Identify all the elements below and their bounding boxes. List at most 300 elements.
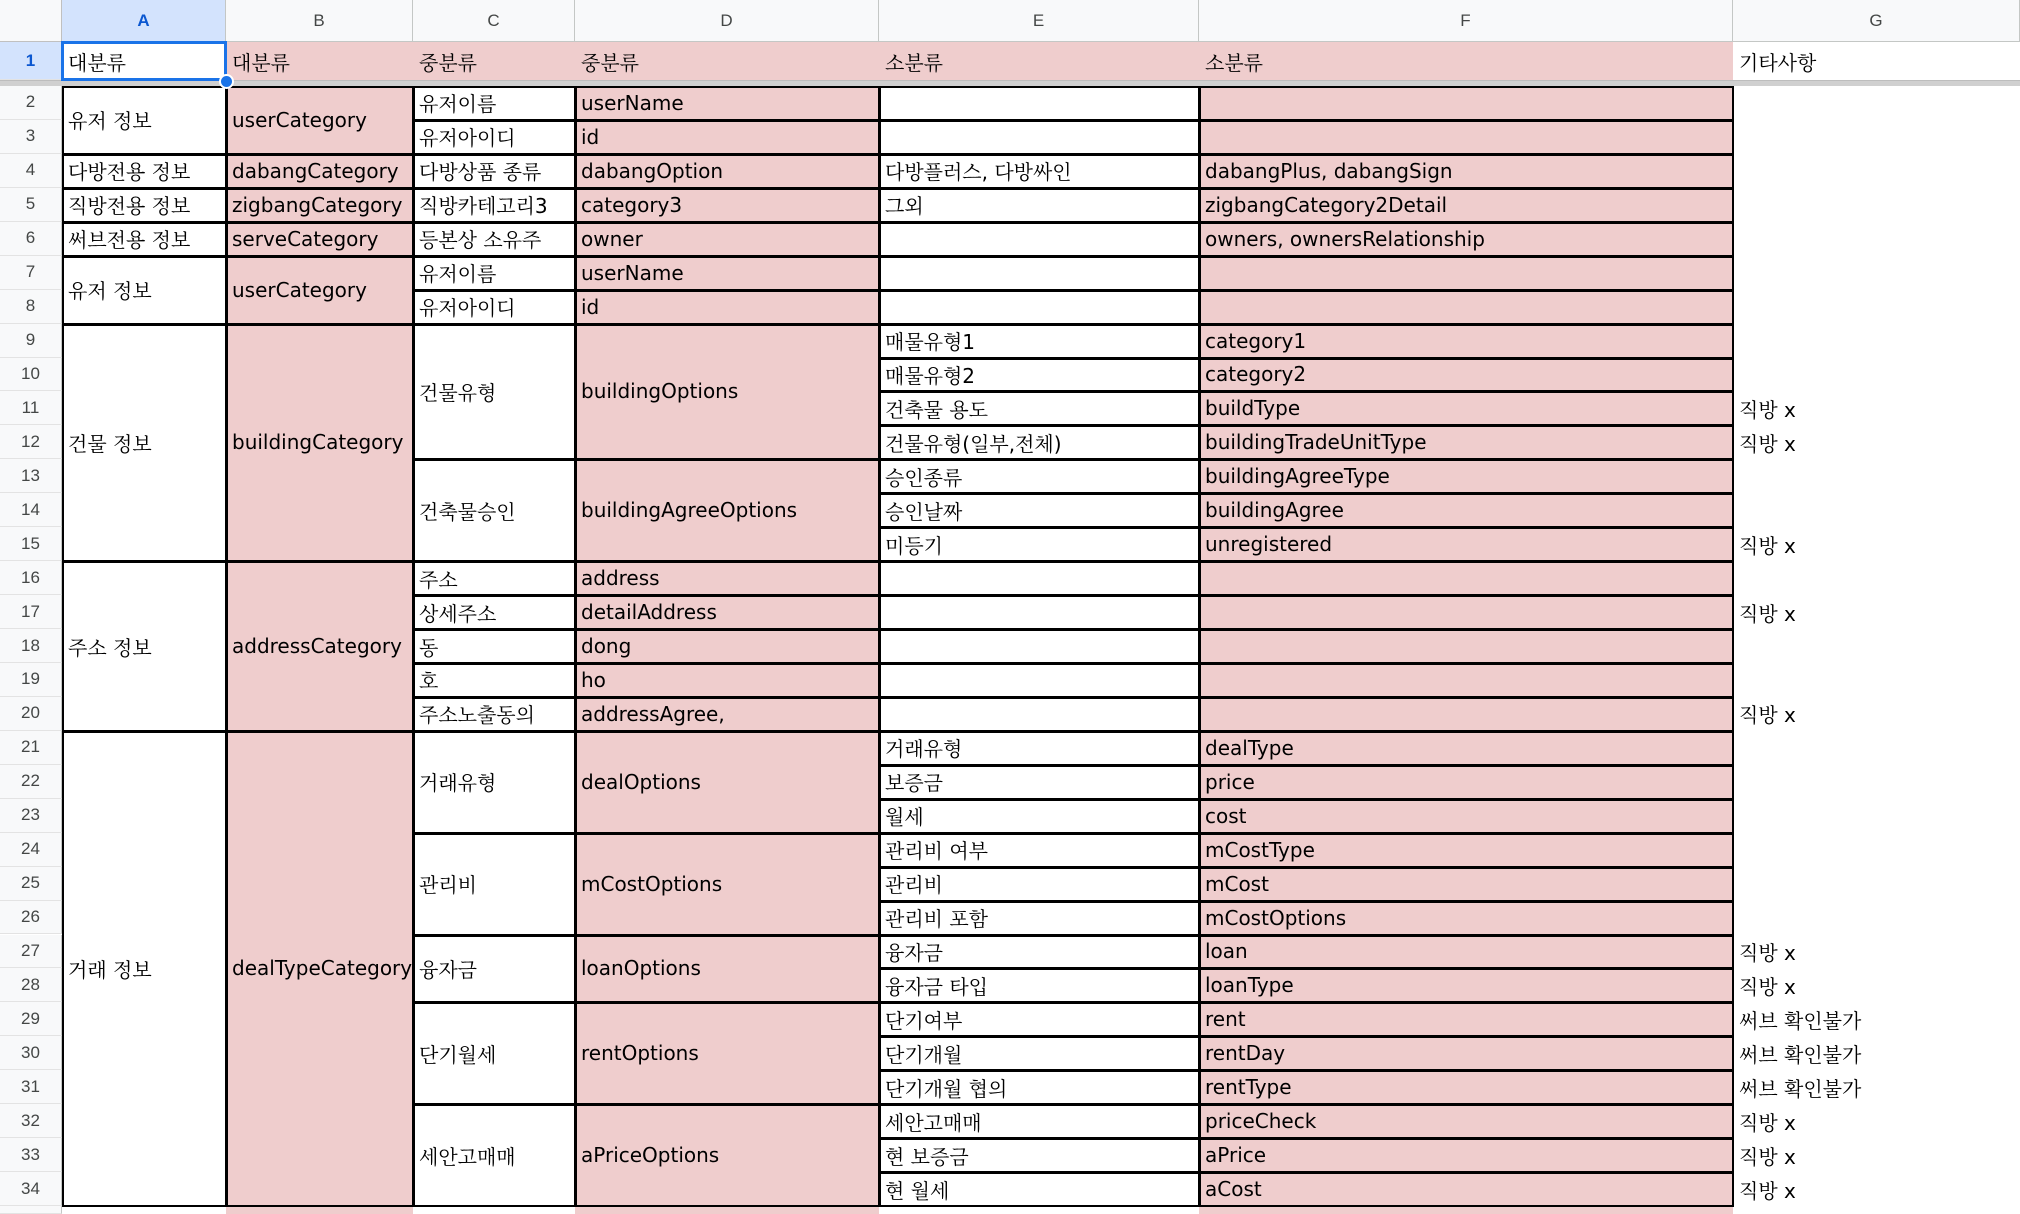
cell-border-line (413, 561, 576, 563)
header-cell-a[interactable]: 대분류 (68, 50, 126, 75)
cell-border-line (1732, 1070, 1734, 1105)
cell-border-line (1199, 765, 1201, 800)
cell-border-line (575, 120, 577, 155)
cell-f16[interactable] (1199, 561, 1733, 595)
cell-border-line (575, 1002, 880, 1004)
cell-border-line (879, 1205, 1200, 1207)
cell-row-35-d[interactable] (575, 1206, 879, 1214)
cell-border-line (575, 595, 577, 630)
cell-border-line (1199, 901, 1734, 903)
cell-f22[interactable]: price (1199, 765, 1733, 799)
cell-border-line (1199, 154, 1734, 156)
cell-c3[interactable]: 유저아이디 (419, 126, 516, 151)
cell-border-line (1732, 324, 1734, 359)
cell-e12[interactable]: 건물유형(일부,전체) (885, 431, 1062, 456)
cell-border-line (575, 222, 880, 224)
row-header-17[interactable]: 17 (0, 595, 62, 629)
cell-b7[interactable]: userCategory (226, 256, 413, 324)
cell-border-line (879, 154, 1200, 156)
cell-border-line (1199, 935, 1201, 970)
cell-e5[interactable]: 그외 (885, 194, 924, 219)
cell-f4[interactable]: dabangPlus, dabangSign (1199, 154, 1733, 188)
cell-c24[interactable]: 관리비 (419, 873, 477, 898)
cell-border-line (1199, 256, 1734, 258)
cell-e8[interactable] (879, 290, 1199, 324)
cell-border-line (879, 561, 881, 596)
cell-e19[interactable] (879, 663, 1199, 697)
cell-f7[interactable] (1199, 256, 1733, 290)
cell-border-line (879, 256, 881, 291)
cell-border-line (226, 731, 228, 1207)
select-all-corner[interactable] (0, 0, 62, 42)
cell-e20[interactable] (879, 697, 1199, 731)
cell-border-line (879, 1036, 1200, 1038)
cell-border-line (879, 222, 1200, 224)
cell-f19[interactable] (1199, 663, 1733, 697)
cell-c8[interactable]: 유저아이디 (419, 296, 516, 321)
cell-f10[interactable]: category2 (1199, 358, 1733, 392)
row-header-31[interactable]: 31 (0, 1070, 62, 1104)
cell-g15[interactable]: 직방 x (1739, 533, 1796, 558)
cell-c13[interactable]: 건축물승인 (419, 499, 516, 524)
cell-border-line (575, 324, 577, 461)
cell-e21[interactable]: 거래유형 (885, 737, 963, 762)
row-header-30[interactable]: 30 (0, 1036, 62, 1070)
cell-d6[interactable]: owner (575, 222, 879, 256)
cell-c5[interactable]: 직방카테고리3 (419, 194, 548, 219)
cell-border-line (1732, 188, 1734, 223)
cell-a5[interactable]: 직방전용 정보 (68, 194, 191, 219)
cell-border-line (1732, 120, 1734, 155)
cell-e33[interactable]: 현 보증금 (885, 1144, 969, 1169)
cell-c6[interactable]: 등본상 소유주 (419, 228, 542, 253)
cell-a4[interactable]: 다방전용 정보 (68, 160, 191, 185)
cell-d29[interactable]: rentOptions (575, 1002, 879, 1104)
cell-f29[interactable]: rent (1199, 1002, 1733, 1036)
cell-border-line (1199, 935, 1734, 937)
cell-border-line (1732, 154, 1734, 189)
cell-border-line (1732, 425, 1734, 460)
cell-b9[interactable]: buildingCategory (226, 324, 413, 562)
cell-f28[interactable]: loanType (1199, 968, 1733, 1002)
row-header-26[interactable]: 26 (0, 901, 62, 935)
cell-border-line (62, 324, 227, 326)
cell-border-line (1199, 799, 1201, 834)
cell-border-line (879, 968, 881, 1003)
cell-border-line (1732, 935, 1734, 970)
cell-border-line (1732, 765, 1734, 800)
row-header-16[interactable]: 16 (0, 561, 62, 595)
cell-d16[interactable]: address (575, 561, 879, 595)
cell-g31[interactable]: 써브 확인불가 (1739, 1076, 1862, 1101)
cell-border-line (62, 188, 64, 223)
row-header-13[interactable]: 13 (0, 459, 62, 493)
cell-f23[interactable]: cost (1199, 799, 1733, 833)
cell-f21[interactable]: dealType (1199, 731, 1733, 765)
cell-e25[interactable]: 관리비 (885, 873, 943, 898)
row-header-21[interactable]: 21 (0, 731, 62, 765)
cell-border-line (413, 86, 415, 121)
cell-e17[interactable] (879, 595, 1199, 629)
cell-e32[interactable]: 세안고매매 (885, 1110, 982, 1135)
cell-d9[interactable]: buildingOptions (575, 324, 879, 460)
cell-d5[interactable]: category3 (575, 188, 879, 222)
cell-border-line (413, 154, 576, 156)
row-header-6[interactable]: 6 (0, 222, 62, 256)
header-cell-b[interactable]: 대분류 (226, 42, 413, 80)
cell-border-line (879, 595, 1200, 597)
cell-e28[interactable]: 융자금 타입 (885, 974, 988, 999)
cell-e10[interactable]: 매물유형2 (885, 363, 976, 388)
cell-e31[interactable]: 단기개월 협의 (885, 1076, 1008, 1101)
cell-border-line (575, 663, 577, 698)
cell-e7[interactable] (879, 256, 1199, 290)
column-header-e[interactable]: E (879, 0, 1199, 42)
cell-e14[interactable]: 승인날짜 (885, 499, 963, 524)
row-header-11[interactable]: 11 (0, 391, 62, 425)
cell-border-line (413, 731, 576, 733)
cell-f11[interactable]: buildType (1199, 391, 1733, 425)
cell-border-line (879, 1070, 881, 1105)
cell-f25[interactable]: mCost (1199, 867, 1733, 901)
cell-g27[interactable]: 직방 x (1739, 940, 1796, 965)
cell-f13[interactable]: buildingAgreeType (1199, 459, 1733, 493)
cell-row-35-a[interactable] (62, 1206, 226, 1214)
cell-g34[interactable]: 직방 x (1739, 1178, 1796, 1203)
cell-e11[interactable]: 건축물 용도 (885, 397, 988, 422)
cell-f12[interactable]: buildingTradeUnitType (1199, 425, 1733, 459)
row-header-22[interactable]: 22 (0, 765, 62, 799)
column-header-b[interactable]: B (226, 0, 413, 42)
cell-e23[interactable]: 월세 (885, 805, 924, 830)
column-header-a[interactable]: A (62, 0, 226, 42)
cell-e24[interactable]: 관리비 여부 (885, 839, 988, 864)
cell-e30[interactable]: 단기개월 (885, 1042, 963, 1067)
cell-d3[interactable]: id (575, 120, 879, 154)
row-header-9[interactable]: 9 (0, 324, 62, 358)
cell-border-line (879, 154, 881, 189)
cell-row-35-e[interactable] (879, 1206, 1199, 1214)
cell-f26[interactable]: mCostOptions (1199, 901, 1733, 935)
cell-border-line (1199, 561, 1734, 563)
cell-border-line (413, 256, 576, 258)
cell-e18[interactable] (879, 629, 1199, 663)
cell-border-line (226, 222, 414, 224)
column-header-c[interactable]: C (413, 0, 575, 42)
column-header-f[interactable]: F (1199, 0, 1733, 42)
cell-f20[interactable] (1199, 697, 1733, 731)
cell-d4[interactable]: dabangOption (575, 154, 879, 188)
cell-c21[interactable]: 거래유형 (419, 771, 497, 796)
cell-border-line (1199, 765, 1734, 767)
cell-e6[interactable] (879, 222, 1199, 256)
cell-border-line (575, 188, 880, 190)
cell-border-line (1732, 697, 1734, 732)
cell-border-line (62, 86, 227, 88)
cell-border-line (413, 256, 415, 291)
cell-border-line (1199, 1104, 1734, 1106)
cell-border-line (1732, 968, 1734, 1003)
cell-c2[interactable]: 유저이름 (419, 92, 497, 117)
cell-e2[interactable] (879, 86, 1199, 120)
row-header-8[interactable]: 8 (0, 290, 62, 324)
cell-border-line (879, 86, 881, 121)
cell-d20[interactable]: addressAgree, (575, 697, 879, 731)
cell-border-line (1199, 629, 1734, 631)
cell-border-line (1199, 222, 1734, 224)
cell-border-line (879, 188, 881, 223)
cell-c18[interactable]: 동 (419, 635, 439, 660)
cell-border-line (575, 935, 880, 937)
cell-c7[interactable]: 유저이름 (419, 262, 497, 287)
row-header-7[interactable]: 7 (0, 256, 62, 290)
cell-b4[interactable]: dabangCategory (226, 154, 413, 188)
cell-b5[interactable]: zigbangCategory (226, 188, 413, 222)
row-header-27[interactable]: 27 (0, 935, 62, 969)
cell-border-line (879, 324, 1200, 326)
cell-a6[interactable]: 써브전용 정보 (68, 228, 191, 253)
cell-f17[interactable] (1199, 595, 1733, 629)
cell-e34[interactable]: 현 월세 (885, 1178, 950, 1203)
cell-f33[interactable]: aPrice (1199, 1138, 1733, 1172)
row-header-10[interactable]: 10 (0, 358, 62, 392)
cell-border-line (1199, 968, 1201, 1003)
cell-g28[interactable]: 직방 x (1739, 974, 1796, 999)
row-header-12[interactable]: 12 (0, 425, 62, 459)
cell-e15[interactable]: 미등기 (885, 533, 943, 558)
column-header-g[interactable]: G (1733, 0, 2020, 42)
cell-f27[interactable]: loan (1199, 935, 1733, 969)
header-cell-d[interactable]: 중분류 (575, 42, 879, 80)
row-header-1[interactable]: 1 (0, 42, 62, 80)
cell-a16[interactable]: 주소 정보 (68, 635, 152, 660)
cell-g11[interactable]: 직방 x (1739, 397, 1796, 422)
cell-border-line (575, 833, 577, 936)
cell-border-line (1199, 799, 1734, 801)
cell-border-line (879, 1070, 1200, 1072)
cell-border-line (879, 731, 1200, 733)
cell-border-line (1199, 1070, 1201, 1105)
cell-d19[interactable]: ho (575, 663, 879, 697)
cell-border-line (575, 154, 577, 189)
cell-g29[interactable]: 써브 확인불가 (1739, 1008, 1862, 1033)
cell-f9[interactable]: category1 (1199, 324, 1733, 358)
cell-c27[interactable]: 융자금 (419, 957, 477, 982)
cell-e13[interactable]: 승인종류 (885, 465, 963, 490)
row-header-14[interactable]: 14 (0, 493, 62, 527)
cell-b21[interactable]: dealTypeCategory (226, 731, 413, 1206)
cell-border-line (226, 188, 414, 190)
cell-border-line (1199, 1138, 1201, 1173)
row-header-32[interactable]: 32 (0, 1104, 62, 1138)
row-header-29[interactable]: 29 (0, 1002, 62, 1036)
cell-border-line (575, 1205, 880, 1207)
row-header-5[interactable]: 5 (0, 188, 62, 222)
cell-d21[interactable]: dealOptions (575, 731, 879, 833)
cell-g30[interactable]: 써브 확인불가 (1739, 1042, 1862, 1067)
cell-f3[interactable] (1199, 120, 1733, 154)
row-header-19[interactable]: 19 (0, 663, 62, 697)
cell-f18[interactable] (1199, 629, 1733, 663)
cell-d17[interactable]: detailAddress (575, 595, 879, 629)
cell-d27[interactable]: loanOptions (575, 935, 879, 1003)
cell-border-line (1199, 86, 1201, 121)
cell-border-line (226, 1205, 414, 1207)
cell-f30[interactable]: rentDay (1199, 1036, 1733, 1070)
cell-border-line (413, 290, 576, 292)
cell-border-line (1199, 1205, 1734, 1207)
cell-c19[interactable]: 호 (419, 669, 439, 694)
cell-c9[interactable]: 건물유형 (419, 380, 497, 405)
cell-f34[interactable]: aCost (1199, 1172, 1733, 1206)
cell-d32[interactable]: aPriceOptions (575, 1104, 879, 1206)
header-cell-g[interactable]: 기타사항 (1739, 50, 1817, 75)
cell-border-line (879, 493, 1200, 495)
cell-a2[interactable]: 유저 정보 (68, 109, 152, 134)
cell-f5[interactable]: zigbangCategory2Detail (1199, 188, 1733, 222)
cell-e16[interactable] (879, 561, 1199, 595)
row-header-34[interactable]: 34 (0, 1172, 62, 1206)
cell-a9[interactable]: 건물 정보 (68, 431, 152, 456)
cell-f24[interactable]: mCostType (1199, 833, 1733, 867)
cell-f6[interactable]: owners, ownersRelationship (1199, 222, 1733, 256)
cell-border-line (226, 188, 228, 223)
row-header-4[interactable]: 4 (0, 154, 62, 188)
cell-f31[interactable]: rentType (1199, 1070, 1733, 1104)
row-header-3[interactable]: 3 (0, 120, 62, 154)
row-header-18[interactable]: 18 (0, 629, 62, 663)
cell-border-line (413, 561, 415, 596)
row-header-28[interactable]: 28 (0, 968, 62, 1002)
cell-row-35-f[interactable] (1199, 1206, 1733, 1214)
cell-border-line (226, 154, 228, 189)
cell-c4[interactable]: 다방상품 종류 (419, 160, 542, 185)
cell-border-line (1199, 595, 1734, 597)
cell-border-line (879, 1104, 881, 1139)
cell-e9[interactable]: 매물유형1 (885, 330, 976, 355)
cell-f2[interactable] (1199, 86, 1733, 120)
cell-border-line (1732, 867, 1734, 902)
cell-border-line (575, 86, 577, 121)
cell-d18[interactable]: dong (575, 629, 879, 663)
cell-d7[interactable]: userName (575, 256, 879, 290)
row-header-15[interactable]: 15 (0, 527, 62, 561)
cell-border-line (879, 358, 881, 393)
cell-border-line (1732, 527, 1734, 562)
cell-a21[interactable]: 거래 정보 (68, 957, 152, 982)
cell-g12[interactable]: 직방 x (1739, 431, 1796, 456)
cell-e3[interactable] (879, 120, 1199, 154)
cell-row-35-c[interactable] (413, 1206, 575, 1214)
cell-border-line (1199, 493, 1734, 495)
cell-b2[interactable]: userCategory (226, 86, 413, 154)
row-header-25[interactable]: 25 (0, 867, 62, 901)
cell-f15[interactable]: unregistered (1199, 527, 1733, 561)
header-cell-f[interactable]: 소분류 (1199, 42, 1733, 80)
cell-border-line (413, 154, 415, 189)
cell-d13[interactable]: buildingAgreeOptions (575, 459, 879, 561)
cell-border-line (413, 663, 576, 665)
cell-border-line (1732, 799, 1734, 834)
row-header-33[interactable]: 33 (0, 1138, 62, 1172)
cell-d8[interactable]: id (575, 290, 879, 324)
cell-border-line (1199, 527, 1734, 529)
cell-g33[interactable]: 직방 x (1739, 1144, 1796, 1169)
cell-b16[interactable]: addressCategory (226, 561, 413, 731)
cell-e29[interactable]: 단기여부 (885, 1008, 963, 1033)
cell-c17[interactable]: 상세주소 (419, 601, 497, 626)
header-cell-c[interactable]: 중분류 (413, 42, 575, 80)
column-header-d[interactable]: D (575, 0, 879, 42)
row-header-20[interactable]: 20 (0, 697, 62, 731)
cell-f8[interactable] (1199, 290, 1733, 324)
cell-border-line (62, 154, 64, 189)
cell-g20[interactable]: 직방 x (1739, 703, 1796, 728)
cell-border-line (1732, 493, 1734, 528)
row-header-23[interactable]: 23 (0, 799, 62, 833)
cell-border-line (879, 935, 1200, 937)
cell-border-line (1199, 1104, 1201, 1139)
cell-border-line (1732, 1002, 1734, 1037)
cell-border-line (413, 1104, 576, 1106)
cell-f14[interactable]: buildingAgree (1199, 493, 1733, 527)
cell-c32[interactable]: 세안고매매 (419, 1144, 516, 1169)
row-header-partial[interactable] (0, 1206, 62, 1214)
cell-border-line (575, 935, 577, 1004)
cell-e27[interactable]: 융자금 (885, 940, 943, 965)
row-header-24[interactable]: 24 (0, 833, 62, 867)
cell-border-line (413, 663, 415, 698)
header-cell-e[interactable]: 소분류 (879, 42, 1199, 80)
cell-border-line (413, 1002, 576, 1004)
row-header-2[interactable]: 2 (0, 86, 62, 120)
cell-border-line (413, 595, 576, 597)
fill-handle[interactable] (219, 74, 234, 89)
cell-border-line (879, 833, 881, 868)
cell-e22[interactable]: 보증금 (885, 771, 943, 796)
cell-border-line (1732, 1138, 1734, 1173)
cell-border-line (879, 527, 1200, 529)
cell-border-line (1199, 1172, 1201, 1207)
cell-border-line (879, 425, 1200, 427)
cell-row-35-b[interactable] (226, 1206, 413, 1214)
cell-border-line (1199, 256, 1201, 291)
cell-border-line (413, 324, 576, 326)
cell-c16[interactable]: 주소 (419, 567, 458, 592)
cell-border-line (1199, 1172, 1734, 1174)
cell-g17[interactable]: 직방 x (1739, 601, 1796, 626)
cell-e4[interactable]: 다방플러스, 다방싸인 (885, 160, 1072, 185)
cell-g32[interactable]: 직방 x (1739, 1110, 1796, 1135)
cell-a7[interactable]: 유저 정보 (68, 279, 152, 304)
cell-border-line (62, 222, 227, 224)
cell-border-line (1732, 459, 1734, 494)
cell-c20[interactable]: 주소노출동의 (419, 703, 535, 728)
cell-d2[interactable]: userName (575, 86, 879, 120)
cell-c29[interactable]: 단기월세 (419, 1042, 497, 1067)
cell-border-line (879, 1138, 881, 1173)
cell-border-line (1732, 1036, 1734, 1071)
cell-d24[interactable]: mCostOptions (575, 833, 879, 935)
cell-b6[interactable]: serveCategory (226, 222, 413, 256)
cell-e26[interactable]: 관리비 포함 (885, 907, 988, 932)
cell-border-line (62, 324, 64, 563)
cell-border-line (879, 867, 1200, 869)
cell-border-line (575, 256, 577, 291)
cell-border-line (413, 290, 415, 325)
cell-border-line (879, 935, 881, 970)
cell-f32[interactable]: priceCheck (1199, 1104, 1733, 1138)
